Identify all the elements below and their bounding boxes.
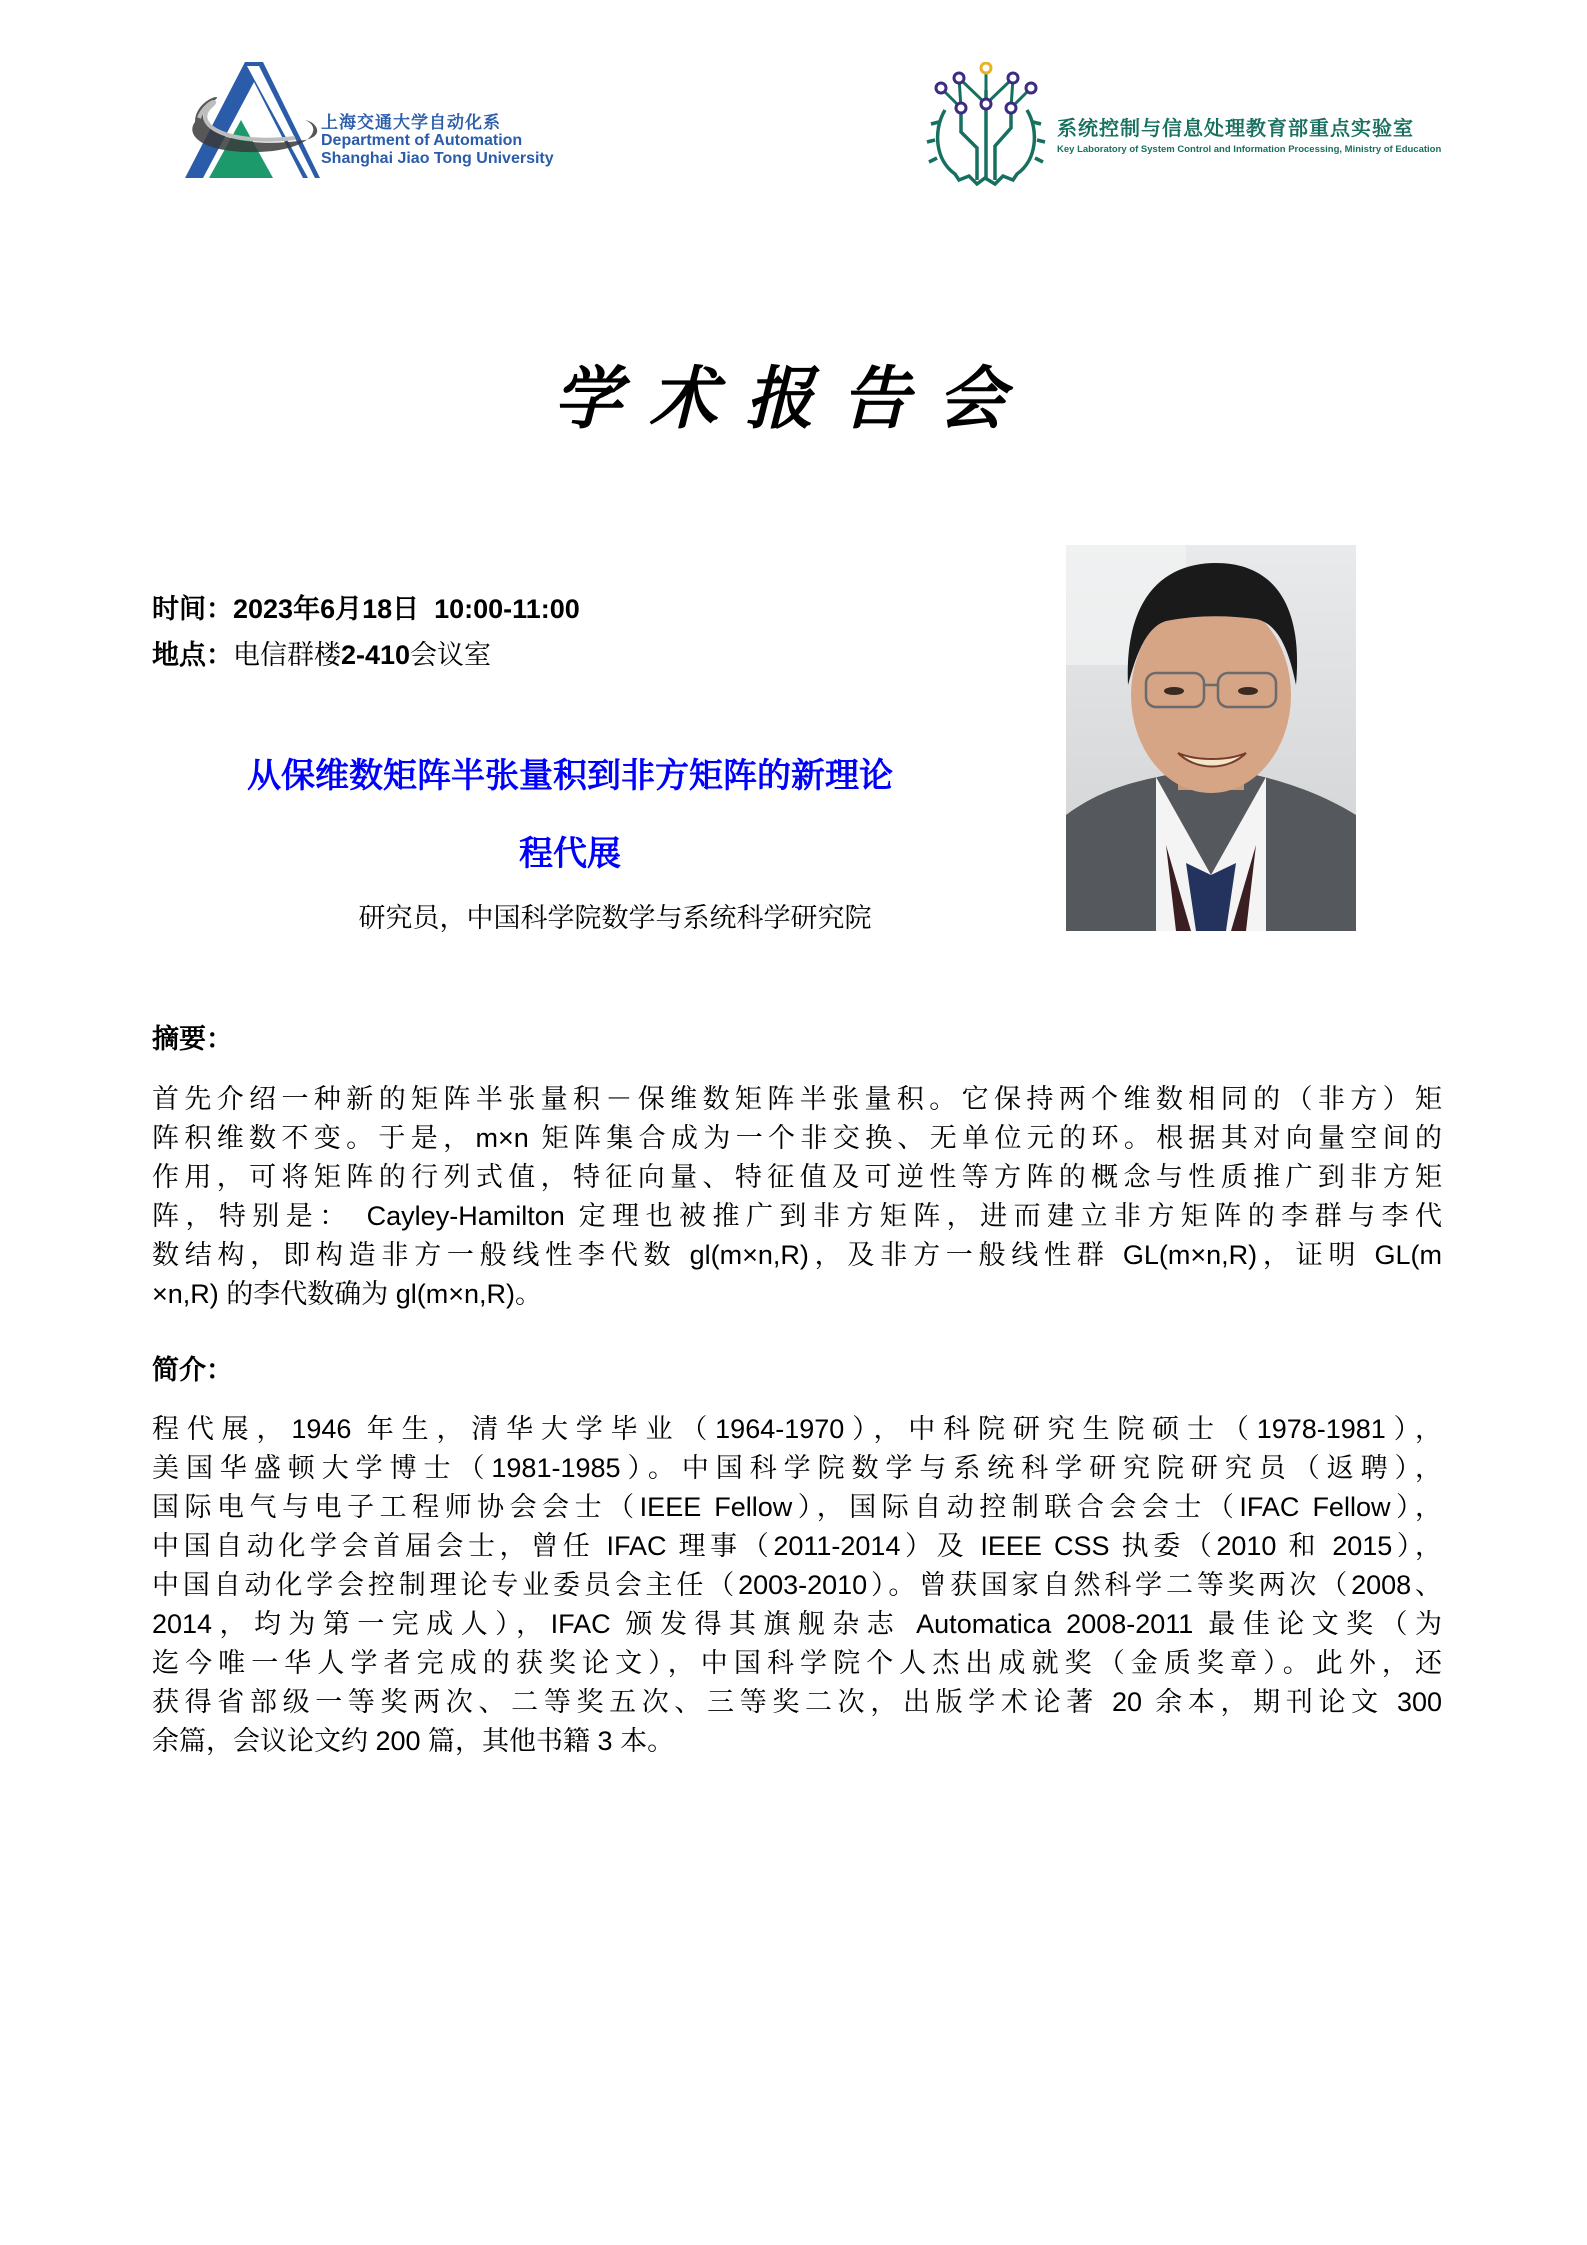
abstract-line: 阵，特别是： Cayley-Hamilton 定理也被推广到非方矩阵，进而建立非方矩阵的李群与李代 <box>152 1201 1442 1231</box>
bio-heading: 简介： <box>152 1355 233 1385</box>
department-name <box>321 114 554 168</box>
sjtu-automation-logo <box>185 62 585 182</box>
gear-circuit-icon <box>925 62 1047 187</box>
bio-text <box>152 1410 1442 1761</box>
lab-name-en: Key Laboratory of System Control and Information Processing, Ministry of Education <box>1057 144 1442 155</box>
bio-line: 中国自动化学会首届会士，曾任 IFAC 理事（2011-2014）及 IEEE CSS 执委（2010 和 2015）， <box>152 1531 1442 1561</box>
time-label: 时间： <box>152 594 233 624</box>
automation-a-icon <box>185 62 320 180</box>
speaker-name: 程代展 <box>519 835 621 873</box>
place-room: 2-410 <box>341 640 411 670</box>
abstract-text <box>152 1080 1442 1314</box>
event-place <box>152 638 491 672</box>
bio-line: 获得省部级一等奖两次、二等奖五次、三等奖二次，出版学术论著 20 余本，期刊论文 300 <box>152 1687 1442 1717</box>
bio-line: 迄今唯一华人学者完成的获奖论文），中国科学院个人杰出成就奖（金质奖章）。此外，还 <box>152 1648 1442 1678</box>
abstract-line: 阵积维数不变。于是，m×n 矩阵集合成为一个非交换、无单位元的环。根据其对向量空间的 <box>152 1123 1442 1153</box>
department-name-en: Department of Automation <box>321 132 523 149</box>
bio-line: 国际电气与电子工程师协会会士（IEEE Fellow），国际自动控制联合会会士（IFAC Fellow）， <box>152 1492 1442 1522</box>
speaker-photo <box>1066 545 1356 931</box>
lab-name-cn: 系统控制与信息处理教育部重点实验室 <box>1057 118 1414 140</box>
time-value: 2023年6月18日 10:00-11:00 <box>233 594 580 624</box>
speaker-affiliation: 研究员，中国科学院数学与系统科学研究院 <box>358 903 872 933</box>
abstract-line: ×n,R) 的李代数确为 gl(m×n,R)。 <box>152 1279 543 1309</box>
abstract-line: 首先介绍一种新的矩阵半张量积－保维数矩阵半张量积。它保持两个维数相同的（非方）矩 <box>152 1084 1442 1114</box>
abstract-line: 数结构，即构造非方一般线性李代数 gl(m×n,R)，及非方一般线性群 GL(m×n,R)，证明 GL(m <box>152 1240 1442 1270</box>
university-name-en: Shanghai Jiao Tong University <box>321 150 554 167</box>
event-time <box>152 592 580 626</box>
place-label: 地点： <box>152 640 233 670</box>
bio-line: 中国自动化学会控制理论专业委员会主任（2003-2010）。曾获国家自然科学二等奖两次（2008、 <box>152 1570 1442 1600</box>
bio-line: 美国华盛顿大学博士（1981-1985）。中国科学院数学与系统科学研究院研究员（返聘）， <box>152 1453 1442 1483</box>
bio-line: 2014，均为第一完成人），IFAC 颁发得其旗舰杂志 Automatica 2008-2011 最佳论文奖（为 <box>152 1609 1442 1639</box>
bio-line: 程代展，1946 年生，清华大学毕业（1964-1970），中科院研究生院硕士（1978-1981）， <box>152 1414 1442 1444</box>
abstract-line: 作用，可将矩阵的行列式值，特征向量、特征值及可逆性等方阵的概念与性质推广到非方矩 <box>152 1162 1442 1192</box>
page-title: 学术报告会 <box>553 359 1034 439</box>
place-suffix: 会议室 <box>410 640 492 670</box>
talk-title: 从保维数矩阵半张量积到非方矩阵的新理论 <box>247 757 893 795</box>
place-building: 电信群楼 <box>233 640 341 670</box>
abstract-heading: 摘要： <box>152 1024 233 1054</box>
bio-line: 余篇，会议论文约 200 篇，其他书籍 3 本。 <box>152 1726 675 1756</box>
department-name-cn: 上海交通大学自动化系 <box>321 113 501 132</box>
key-lab-logo <box>925 62 1455 192</box>
